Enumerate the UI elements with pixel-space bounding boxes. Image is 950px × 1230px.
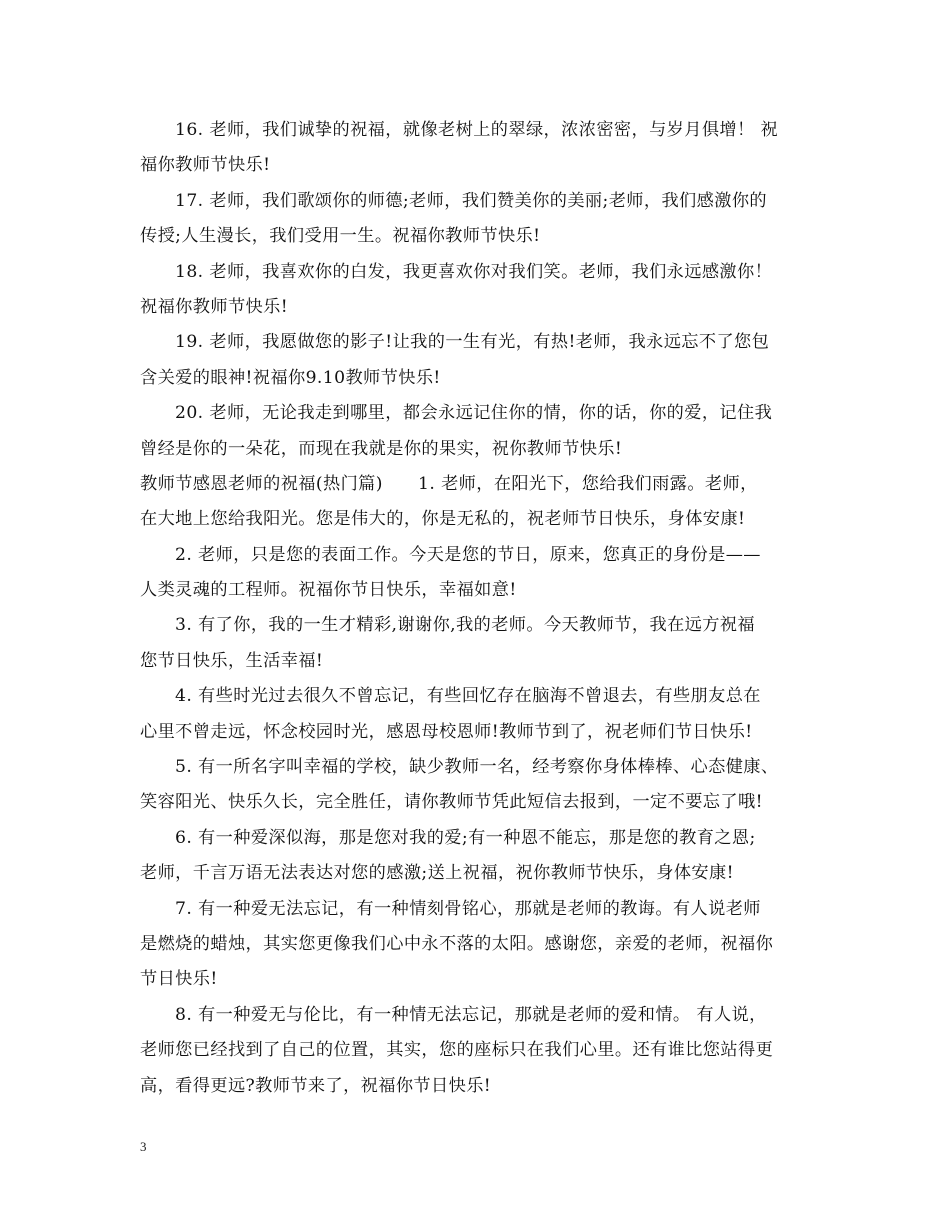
page-number: 3 — [140, 1139, 147, 1154]
text-line: 3. 有了你，我的一生才精彩,谢谢你,我的老师。今天教师节，我在远方祝福 — [175, 615, 756, 636]
text-line: 含关爱的眼神!祝福你9.10教师节快乐! — [140, 367, 441, 388]
text-line: 老师您已经找到了自己的位置，其实，您的座标只在我们心里。还有谁比您站得更 — [140, 1040, 774, 1061]
text-line: 是燃烧的蜡烛，其实您更像我们心中永不落的太阳。感谢您，亲爱的老师，祝福你 — [140, 933, 774, 954]
text-line: 6. 有一种爱深似海，那是您对我的爱;有一种恩不能忘，那是您的教育之恩; — [175, 827, 756, 848]
text-line: 5. 有一所名字叫幸福的学校，缺少教师一名，经考察你身体棒棒、心态健康、 — [175, 757, 779, 778]
text-line: 4. 有些时光过去很久不曾忘记，有些回忆存在脑海不曾退去，有些朋友总在 — [175, 686, 761, 707]
text-line: 您节日快乐，生活幸福! — [140, 650, 324, 671]
text-line: 7. 有一种爱无法忘记，有一种情刻骨铭心，那就是老师的教诲。有人说老师 — [175, 898, 761, 919]
text-line: 在大地上您给我阳光。您是伟大的，你是无私的，祝老师节日快乐，身体安康! — [140, 509, 746, 530]
text-line: 传授;人生漫长，我们受用一生。祝福你教师节快乐! — [140, 226, 541, 247]
text-line: 高，看得更远?教师节来了，祝福你节日快乐! — [140, 1075, 492, 1096]
text-line: 老师，千言万语无法表达对您的感激;送上祝福，祝你教师节快乐，身体安康! — [140, 863, 734, 884]
text-line: 节日快乐! — [140, 969, 218, 990]
text-line: 教师节感恩老师的祝福(热门篇) 1. 老师，在阳光下，您给我们雨露。老师， — [140, 473, 758, 494]
text-line: 人类灵魂的工程师。祝福你节日快乐，幸福如意! — [140, 580, 517, 601]
text-line: 笑容阳光、快乐久长，完全胜任，请你教师节凭此短信去报到，一定不要忘了哦! — [140, 792, 763, 813]
text-line: 20. 老师，无论我走到哪里，都会永远记住你的情，你的话，你的爱，记住我 — [175, 403, 773, 424]
document-body — [140, 113, 824, 1104]
text-line: 祝福你教师节快乐! — [140, 296, 289, 317]
text-line: 福你教师节快乐! — [140, 155, 271, 176]
text-line: 2. 老师，只是您的表面工作。今天是您的节日，原来，您真正的身份是—— — [175, 544, 761, 565]
text-line: 19. 老师，我愿做您的影子!让我的一生有光，有热!老师，我永远忘不了您包 — [175, 332, 770, 353]
text-line: 16. 老师，我们诚挚的祝福，就像老树上的翠绿，浓浓密密，与岁月俱增！ 祝 — [175, 120, 779, 140]
text-line: 曾经是你的一朵花，而现在我就是你的果实，祝你教师节快乐! — [140, 438, 623, 459]
text-line: 17. 老师，我们歌颂你的师德;老师，我们赞美你的美丽;老师，我们感激你的 — [175, 190, 767, 211]
text-line: 8. 有一种爱无与伦比，有一种情无法忘记，那就是老师的爱和情。 有人说， — [175, 1004, 767, 1025]
text-line: 18. 老师，我喜欢你的白发，我更喜欢你对我们笑。老师，我们永远感激你！ — [175, 261, 773, 282]
text-line: 心里不曾走远，怀念校园时光，感恩母校恩师!教师节到了，祝老师们节日快乐! — [140, 721, 753, 742]
